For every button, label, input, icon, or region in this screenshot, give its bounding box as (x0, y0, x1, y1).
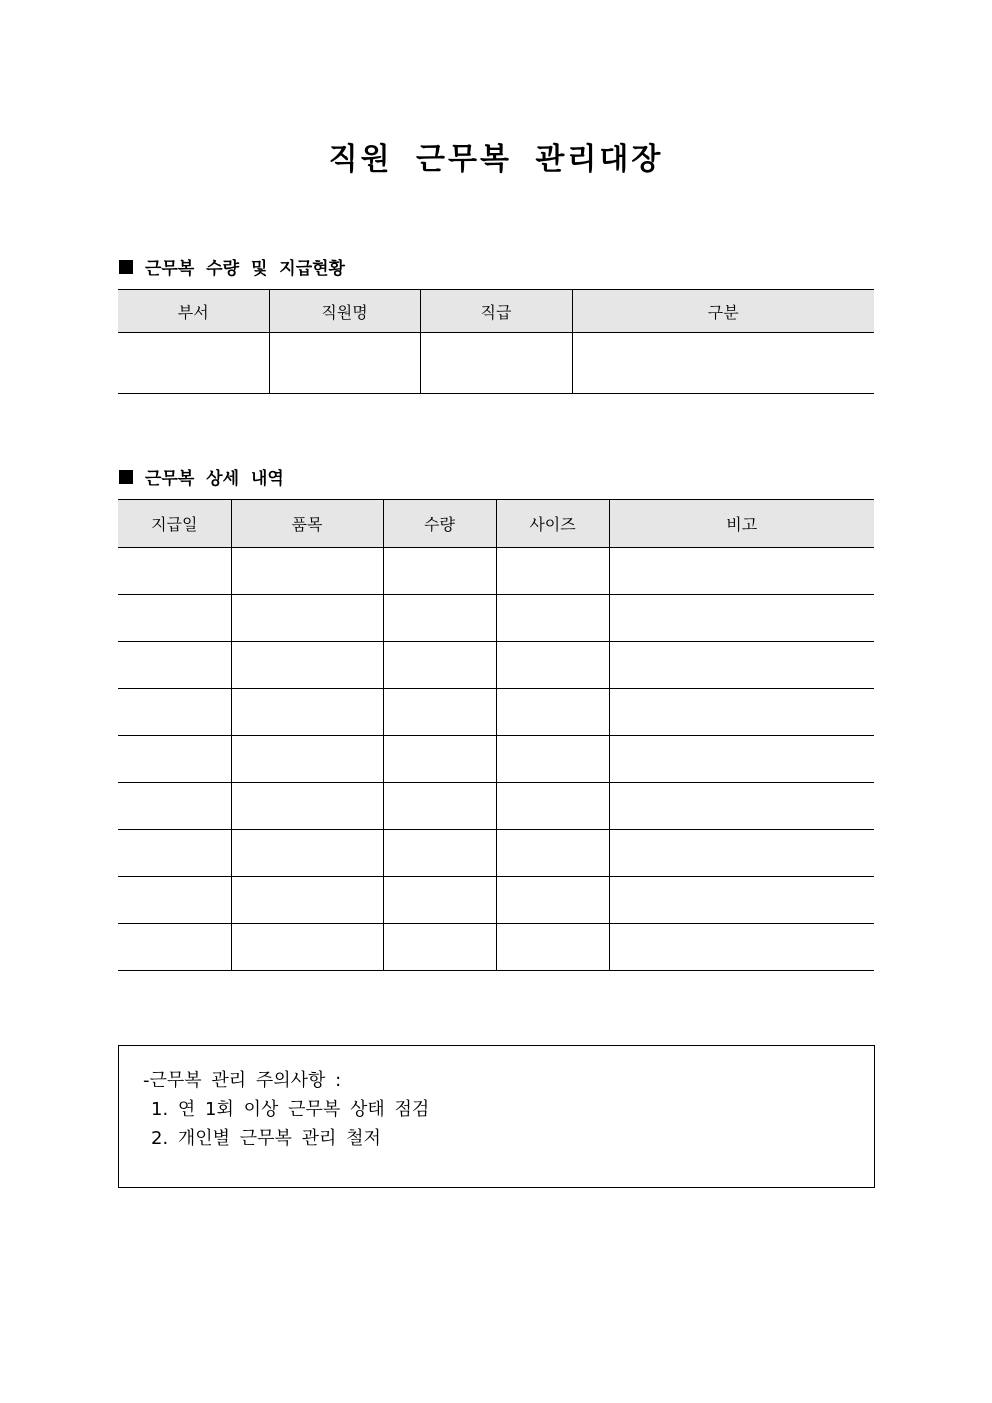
table-cell[interactable] (496, 689, 609, 736)
table-cell[interactable] (496, 877, 609, 924)
table-cell[interactable] (383, 595, 496, 642)
table-cell[interactable] (118, 689, 231, 736)
square-bullet-icon (119, 470, 133, 484)
table-cell[interactable] (609, 830, 874, 877)
notes-box (118, 1045, 875, 1188)
table-row (118, 548, 874, 595)
table-cell[interactable] (231, 642, 383, 689)
table-cell[interactable] (609, 689, 874, 736)
table-cell[interactable] (118, 924, 231, 971)
summary-header-row (118, 290, 874, 333)
table-row (118, 783, 874, 830)
table-row (118, 736, 874, 783)
summary-section-heading (119, 254, 345, 279)
table-cell[interactable] (383, 924, 496, 971)
detail-section-heading (119, 464, 284, 489)
table-cell[interactable] (609, 736, 874, 783)
table-cell[interactable] (383, 783, 496, 830)
table-cell[interactable] (383, 642, 496, 689)
table-row (118, 642, 874, 689)
column-header-category: 구분 (572, 290, 874, 333)
detail-header-row (118, 500, 874, 548)
detail-heading-label: 근무복 상세 내역 (145, 469, 284, 489)
table-row (118, 333, 874, 394)
table-cell[interactable] (383, 736, 496, 783)
table-cell[interactable] (496, 548, 609, 595)
table-cell[interactable] (496, 642, 609, 689)
table-cell[interactable] (609, 642, 874, 689)
table-cell[interactable] (118, 830, 231, 877)
column-header-employee-name: 직원명 (269, 290, 420, 333)
table-cell[interactable] (420, 333, 572, 394)
table-cell[interactable] (269, 333, 420, 394)
table-row (118, 877, 874, 924)
detail-table-body (118, 548, 874, 971)
table-cell[interactable] (609, 783, 874, 830)
table-cell[interactable] (231, 548, 383, 595)
table-cell[interactable] (231, 830, 383, 877)
table-cell[interactable] (609, 595, 874, 642)
summary-table (118, 289, 874, 394)
table-cell[interactable] (383, 830, 496, 877)
table-cell[interactable] (383, 689, 496, 736)
column-header-item: 품목 (231, 500, 383, 548)
notes-heading: -근무복 관리 주의사항 : (143, 1070, 342, 1091)
table-cell[interactable] (231, 783, 383, 830)
summary-heading-label: 근무복 수량 및 지급현황 (145, 259, 345, 279)
table-cell[interactable] (231, 736, 383, 783)
table-cell[interactable] (231, 924, 383, 971)
table-cell[interactable] (118, 595, 231, 642)
table-cell[interactable] (496, 830, 609, 877)
table-cell[interactable] (383, 877, 496, 924)
square-bullet-icon (119, 260, 133, 274)
table-row (118, 595, 874, 642)
notes-item: 1. 연 1회 이상 근무복 상태 점검 (151, 1099, 430, 1120)
table-cell[interactable] (383, 548, 496, 595)
table-cell[interactable] (609, 877, 874, 924)
table-cell[interactable] (231, 877, 383, 924)
column-header-department: 부서 (118, 290, 269, 333)
table-cell[interactable] (496, 736, 609, 783)
table-cell[interactable] (118, 783, 231, 830)
table-row (118, 924, 874, 971)
table-cell[interactable] (496, 924, 609, 971)
table-cell[interactable] (609, 548, 874, 595)
column-header-size: 사이즈 (496, 500, 609, 548)
page-title: 직원 근무복 관리대장 (328, 142, 664, 177)
table-row (118, 689, 874, 736)
column-header-remarks: 비고 (609, 500, 874, 548)
table-cell[interactable] (231, 689, 383, 736)
table-cell[interactable] (572, 333, 874, 394)
column-header-position: 직급 (420, 290, 572, 333)
table-cell[interactable] (496, 595, 609, 642)
table-cell[interactable] (118, 333, 269, 394)
table-cell[interactable] (118, 548, 231, 595)
table-cell[interactable] (231, 595, 383, 642)
table-cell[interactable] (496, 783, 609, 830)
table-cell[interactable] (118, 877, 231, 924)
column-header-issue-date: 지급일 (118, 500, 231, 548)
table-row (118, 830, 874, 877)
table-cell[interactable] (118, 642, 231, 689)
detail-table (118, 499, 874, 971)
column-header-quantity: 수량 (383, 500, 496, 548)
notes-item: 2. 개인별 근무복 관리 철저 (151, 1128, 381, 1149)
table-cell[interactable] (609, 924, 874, 971)
table-cell[interactable] (118, 736, 231, 783)
